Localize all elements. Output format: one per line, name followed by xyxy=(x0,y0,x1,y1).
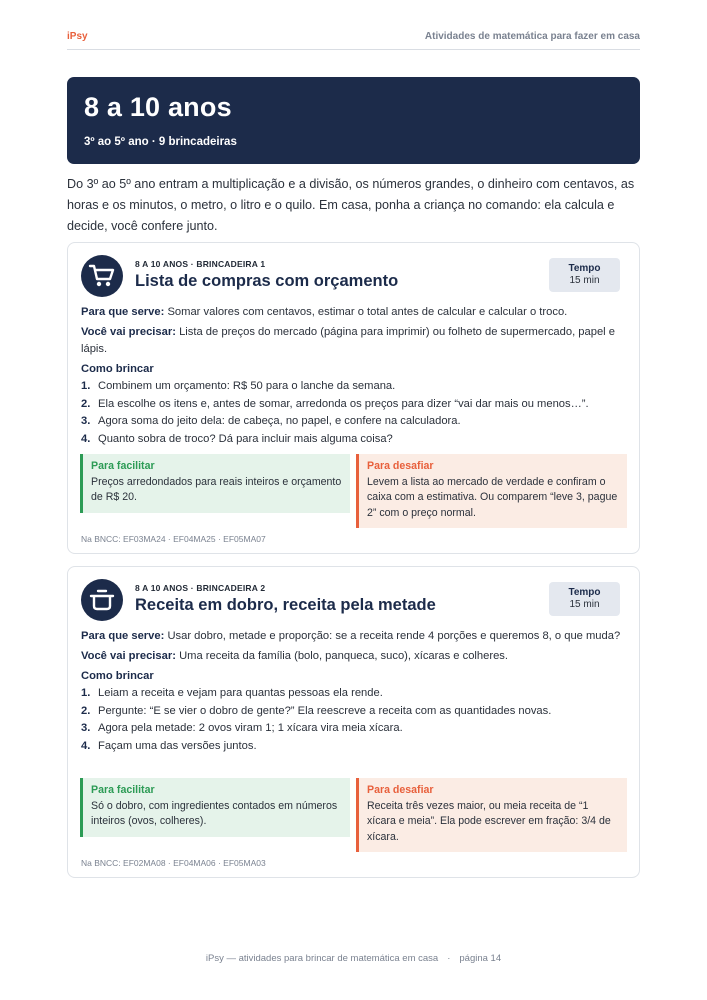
time-badge xyxy=(549,582,620,616)
step-text: Façam uma das versões juntos. xyxy=(98,740,257,753)
activity-card xyxy=(67,242,640,554)
how-to-play-heading: Como brincar xyxy=(81,363,154,375)
step-text: Agora pela metade: 2 ovos viram 1; 1 xícara vira meia xícara. xyxy=(98,722,403,735)
materials-label: Você vai precisar: xyxy=(81,650,176,662)
list-item xyxy=(81,703,626,721)
step-number: 2. xyxy=(81,397,91,410)
easier-tip xyxy=(80,778,350,837)
harder-heading: Para desafiar xyxy=(367,784,434,796)
list-item xyxy=(81,738,626,756)
bncc-codes: Na BNCC: EF03MA24 · EF04MA25 · EF05MA07 xyxy=(81,534,266,544)
section-title: 8 a 10 anos xyxy=(84,92,232,122)
list-item xyxy=(81,396,626,414)
harder-tip xyxy=(356,778,627,852)
activity-body xyxy=(81,304,626,449)
footer-separator: · xyxy=(447,953,451,964)
step-number: 1. xyxy=(81,380,91,392)
easier-text: Preços arredondados para reais inteiros e orçamento de R$ 20. xyxy=(91,475,342,503)
brand-name: iPsy xyxy=(67,31,88,42)
harder-heading: Para desafiar xyxy=(367,460,434,472)
harder-text: Levem a lista ao mercado de verdade e confiram o caixa com a estimativa. Ou comparem “leve 3, pague 2” com o preço normal. xyxy=(367,475,618,519)
purpose-text: Usar dobro, metade e proporção: se a receita rende 4 porções e queremos 8, o que muda? xyxy=(167,630,621,642)
time-label: Tempo xyxy=(568,587,601,598)
section-subtitle: 3º ao 5º ano · 9 brincadeiras xyxy=(84,136,237,148)
activity-title: Lista de compras com orçamento xyxy=(135,272,399,290)
time-value: 15 min xyxy=(569,599,600,610)
tips-row xyxy=(80,454,627,528)
materials-text: Uma receita da família (bolo, panqueca, suco), xícaras e colheres. xyxy=(179,650,509,662)
activity-title: Receita em dobro, receita pela metade xyxy=(135,596,436,614)
bncc-codes: Na BNCC: EF02MA08 · EF04MA06 · EF05MA03 xyxy=(81,858,266,868)
purpose-line xyxy=(81,304,626,321)
page-footer xyxy=(0,953,707,964)
age-section-banner xyxy=(67,77,640,164)
steps-list xyxy=(81,685,626,756)
materials-line xyxy=(81,324,626,358)
steps-list xyxy=(81,378,626,449)
step-text: Pergunte: “E se vier o dobro de gente?” Ela reescreve a receita com as quantidades novas. xyxy=(98,704,552,717)
intro-paragraph: Do 3º ao 5º ano entram a multiplicação e a divisão, os números grandes, o dinheiro com centavos, as horas e os minutos, o metro, o litro e o quilo. Em casa, ponha a criança no comando: ela calcula e decide, você confere junto. xyxy=(67,177,635,233)
easier-heading: Para facilitar xyxy=(91,784,155,796)
shopping-cart-icon xyxy=(81,255,123,297)
step-number: 4. xyxy=(81,740,91,753)
easier-tip xyxy=(80,454,350,513)
step-number: 1. xyxy=(81,687,91,699)
step-text: Ela escolhe os itens e, antes de somar, arredonda os preços para dizer “vai dar mais ou menos…”. xyxy=(98,397,589,410)
purpose-label: Para que serve: xyxy=(81,306,165,318)
purpose-text: Somar valores com centavos, estimar o total antes de calcular e calcular o troco. xyxy=(167,306,568,318)
harder-tip xyxy=(356,454,627,528)
harder-text: Receita três vezes maior, ou meia receita de “1 xícara e meia”. Ela pode escrever em fração: 3/4 de xícara. xyxy=(367,799,611,843)
materials-text: Lista de preços do mercado (página para imprimir) ou folheto de supermercado, papel e lápis. xyxy=(81,326,615,355)
activity-kicker: 8 A 10 ANOS · BRINCADEIRA 2 xyxy=(135,583,266,593)
step-number: 2. xyxy=(81,704,91,717)
activity-card xyxy=(67,566,640,878)
step-number: 3. xyxy=(81,722,91,735)
purpose-label: Para que serve: xyxy=(81,630,165,642)
tips-row xyxy=(80,778,627,852)
cooking-pot-icon xyxy=(81,579,123,621)
time-badge xyxy=(549,258,620,292)
materials-line xyxy=(81,648,626,665)
step-text: Leiam a receita e vejam para quantas pessoas ela rende. xyxy=(98,687,383,699)
easier-text: Só o dobro, com ingredientes contados em números inteiros (ovos, colheres). xyxy=(91,799,338,827)
list-item xyxy=(81,413,626,431)
list-item xyxy=(81,431,626,449)
footer-text: iPsy — atividades para brincar de matemática em casa xyxy=(205,953,439,964)
step-text: Agora soma do jeito dela: de cabeça, no papel, e confere na calculadora. xyxy=(98,415,461,428)
step-number: 3. xyxy=(81,415,91,428)
materials-label: Você vai precisar: xyxy=(81,326,176,338)
activity-kicker: 8 A 10 ANOS · BRINCADEIRA 1 xyxy=(135,259,266,269)
list-item xyxy=(81,685,626,703)
activity-body xyxy=(81,628,626,756)
page-number: página 14 xyxy=(459,953,502,964)
document-title: Atividades de matemática para fazer em casa xyxy=(424,31,640,42)
purpose-line xyxy=(81,628,626,645)
list-item xyxy=(81,720,626,738)
step-text: Combinem um orçamento: R$ 50 para o lanche da semana. xyxy=(98,380,396,392)
time-value: 15 min xyxy=(569,275,600,286)
page-header xyxy=(67,31,640,50)
how-to-play-heading: Como brincar xyxy=(81,670,154,682)
time-label: Tempo xyxy=(568,263,601,274)
list-item xyxy=(81,378,626,396)
easier-heading: Para facilitar xyxy=(91,460,155,472)
step-text: Quanto sobra de troco? Dá para incluir mais alguma coisa? xyxy=(98,433,393,446)
step-number: 4. xyxy=(81,433,91,446)
